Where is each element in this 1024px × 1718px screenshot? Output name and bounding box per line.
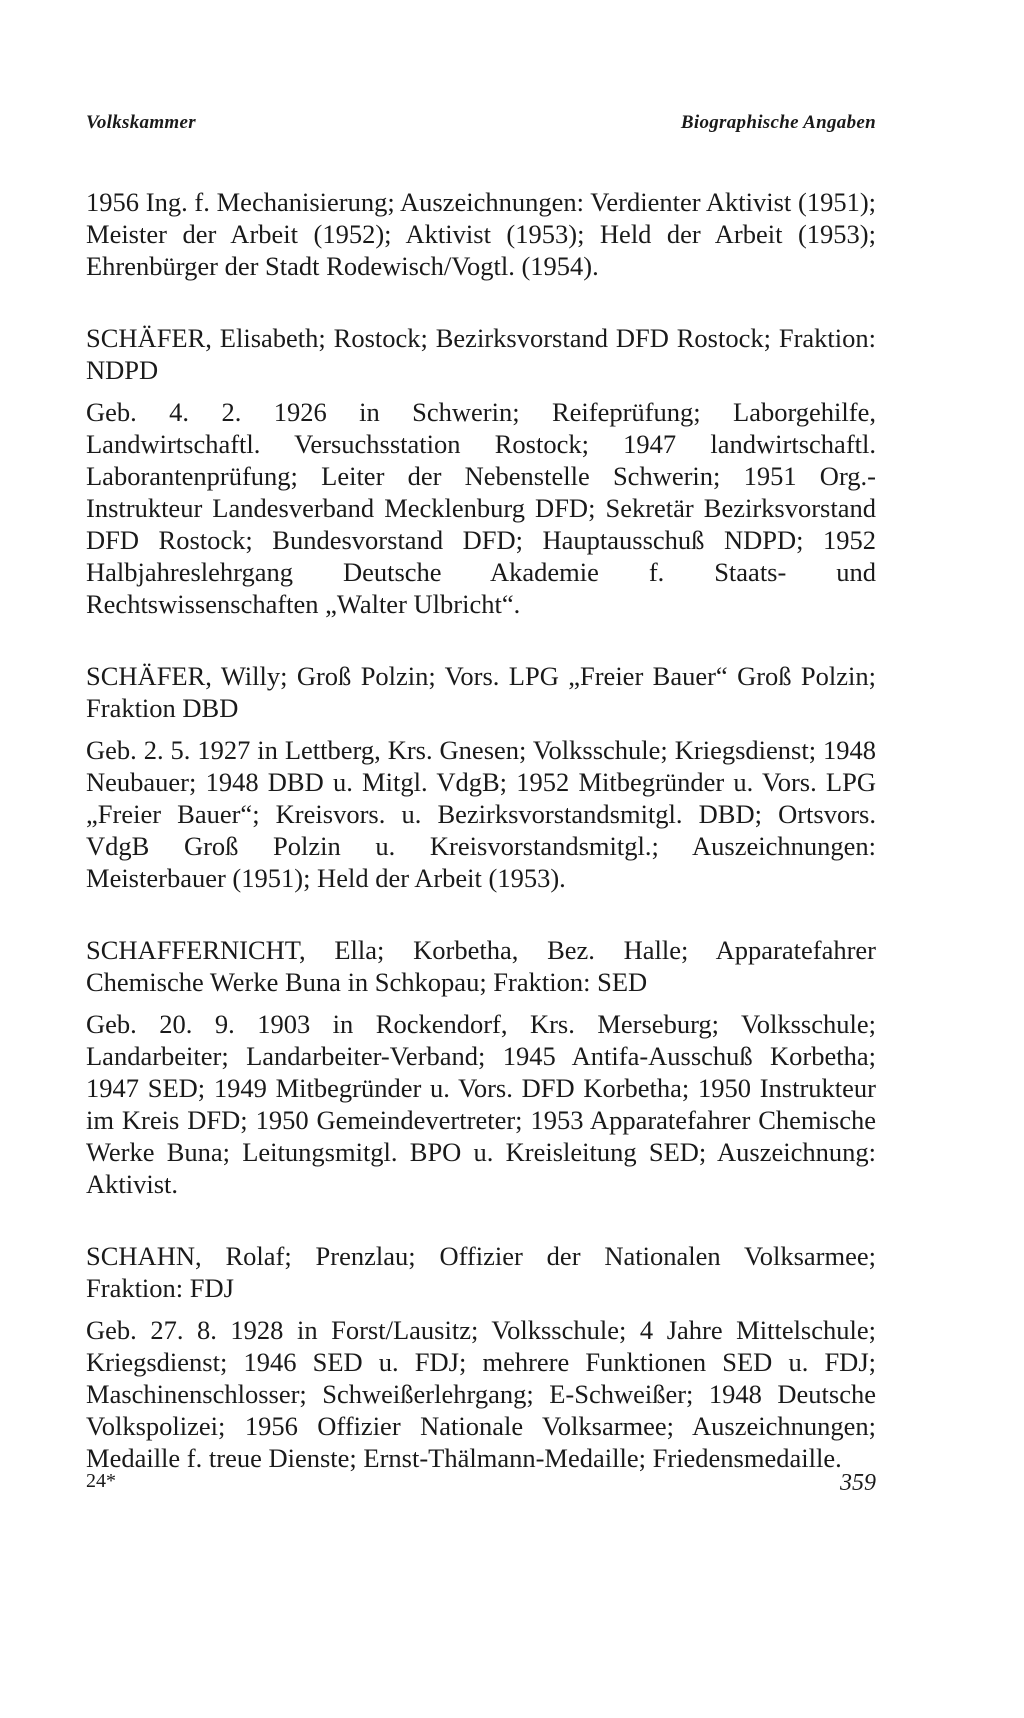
running-head-right: Biographische Angaben — [680, 112, 876, 133]
entry-body: Geb. 2. 5. 1927 in Lettberg, Krs. Gnesen; Volksschule; Kriegsdienst; 1948 Neubauer; 1948 DBD u. Mitgl. VdgB; 1952 Mitbegründer u. Vors. LPG „Freier Bauer“; Kreisvors. u. Bezirksvorstandsmitgl. DBD; Ortsvors. VdgB Groß Polzin u. Kreisvorstandsmitgl.; Auszeichnungen: Meisterbauer (1951); Held der Arbeit (1953). — [86, 735, 876, 893]
continuation-paragraph: 1956 Ing. f. Mechanisierung; Auszeichnungen: Verdienter Aktivist (1951); Meister der Arbeit (1952); Aktivist (1953); Held der Arbeit (1953); Ehrenbürger der Stadt Rodewisch/Vogtl. (1954). — [86, 187, 876, 281]
entry-heading: SCHÄFER, Elisabeth; Rostock; Bezirksvorstand DFD Rostock; Fraktion: NDPD — [86, 323, 876, 385]
entry-heading: SCHÄFER, Willy; Groß Polzin; Vors. LPG „Freier Bauer“ Groß Polzin; Fraktion DBD — [86, 661, 876, 723]
entry-body: Geb. 4. 2. 1926 in Schwerin; Reifeprüfung; Laborgehilfe, Landwirtschaftl. Versuchsstation Rostock; 1947 landwirtschaftl. Laborantenprüfung; Leiter der Nebenstelle Schwerin; 1951 Org.-Instrukteur Landesverband Mecklenburg DFD; Sekretär Bezirksvorstand DFD Rostock; Bundesvorstand DFD; Hauptausschuß NDPD; 1952 Halbjahreslehrgang Deutsche Akademie f. Staats- und Rechtswissenschaften „Walter Ulbricht“. — [86, 397, 876, 619]
entry-heading: SCHAHN, Rolaf; Prenzlau; Offizier der Nationalen Volksarmee; Fraktion: FDJ — [86, 1241, 876, 1303]
signature-mark: 24* — [86, 1470, 116, 1492]
entry-body: Geb. 20. 9. 1903 in Rockendorf, Krs. Merseburg; Volksschule; Landarbeiter; Landarbeiter-Verband; 1945 Antifa-Ausschuß Korbetha; 1947 SED; 1949 Mitbegründer u. Vors. DFD Korbetha; 1950 Instrukteur im Kreis DFD; 1950 Gemeindevertreter; 1953 Apparatefahrer Chemische Werke Buna; Leitungsmitgl. BPO u. Kreisleitung SED; Auszeichnung: Aktivist. — [86, 1009, 876, 1199]
biography-entry — [86, 660, 876, 894]
page-footer — [86, 1470, 876, 1497]
biography-entry — [86, 1240, 876, 1474]
page-number: 359 — [840, 1470, 876, 1496]
page — [86, 112, 876, 1474]
entry-heading: SCHAFFERNICHT, Ella; Korbetha, Bez. Halle; Apparatefahrer Chemische Werke Buna in Schkopau; Fraktion: SED — [86, 935, 876, 997]
biography-entry — [86, 934, 876, 1200]
biography-entry — [86, 322, 876, 620]
entry-body: Geb. 27. 8. 1928 in Forst/Lausitz; Volksschule; 4 Jahre Mittelschule; Kriegsdienst; 1946 SED u. FDJ; mehrere Funktionen SED u. FDJ; Maschinenschlosser; Schweißerlehrgang; E-Schweißer; 1948 Deutsche Volkspolizei; 1956 Offizier Nationale Volksarmee; Auszeichnungen; Medaille f. treue Dienste; Ernst-Thälmann-Medaille; Friedensmedaille. — [86, 1315, 876, 1473]
running-head — [86, 112, 876, 134]
running-head-left: Volkskammer — [86, 112, 196, 133]
